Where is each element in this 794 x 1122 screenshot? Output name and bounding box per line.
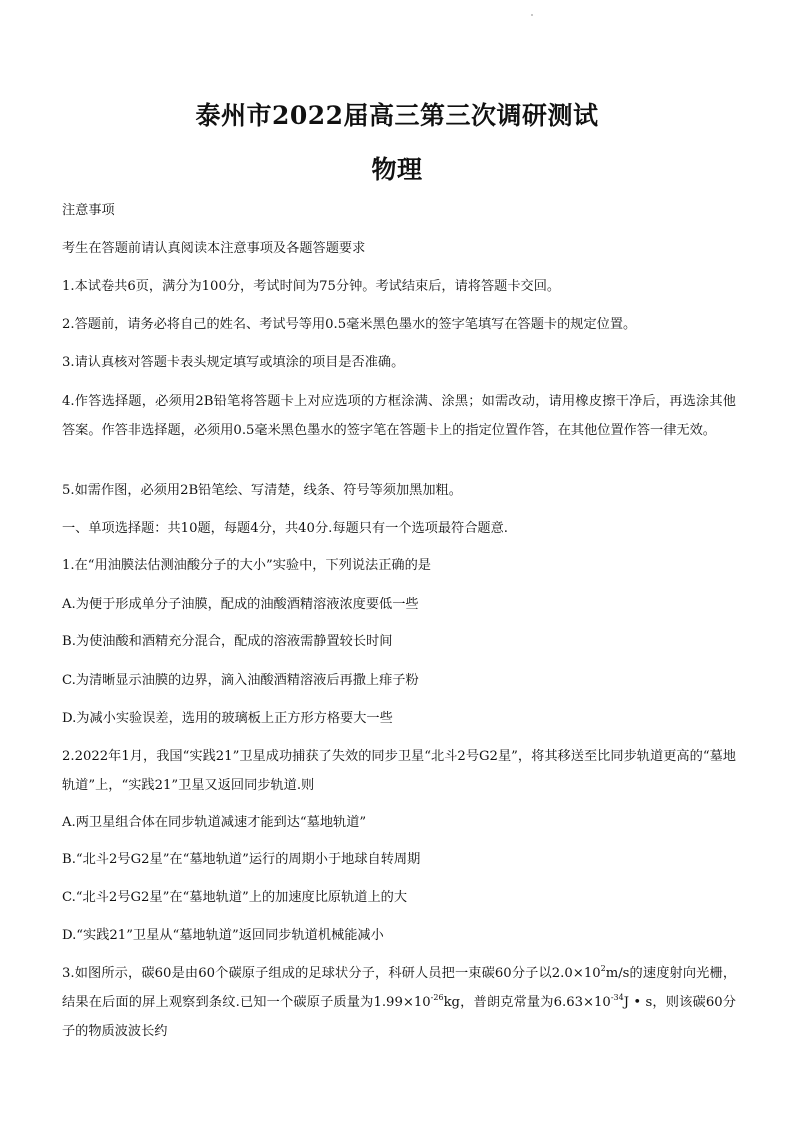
question-3-text-2: m/s的速度射向光栅，结果在后面的屏上观察到条纹.已知一个碳原子质量为1.99×10 xyxy=(62,966,737,1010)
question-3-exponent-1: 2 xyxy=(600,963,606,973)
question-2-option-d: D.“实践21”卫星从“墓地轨道”返回同步轨道机械能减小 xyxy=(62,928,384,943)
question-3-exponent-2: -26 xyxy=(430,992,444,1002)
question-3-text-4: J • s，则该碳60分子的物质波波长约 xyxy=(62,995,736,1039)
question-1-option-a: A.为便于形成单分子油膜，配成的油酸酒精溶液浓度要低一些 xyxy=(62,597,419,612)
notice-item-2: 2.答题前，请务必将自己的姓名、考试号等用0.5毫米黑色墨水的签字笔填写在答题卡的规定位置。 xyxy=(62,317,637,332)
notice-item-5: 5.如需作图，必须用2B铅笔绘、写清楚，线条、符号等须加黑加粗。 xyxy=(62,483,462,498)
subject-title: 物理 xyxy=(371,155,423,184)
question-2-option-c: C.“北斗2号G2星”在“墓地轨道”上的加速度比原轨道上的大 xyxy=(62,890,408,905)
question-1-stem: 1.在“用油膜法估测油酸分子的大小”实验中，下列说法正确的是 xyxy=(62,558,431,573)
section-heading: 一、单项选择题：共10题，每题4分，共40分.每题只有一个选项最符合题意. xyxy=(62,521,508,536)
question-1-option-b: B.为使油酸和酒精充分混合，配成的溶液需静置较长时间 xyxy=(62,634,393,649)
scan-dot xyxy=(531,14,533,16)
notice-item-4: 4.作答选择题，必须用2B铅笔将答题卡上对应选项的方框涂满、涂黑；如需改动，请用橡皮擦干净后，再选涂其他答案。作答非选择题，必须用0.5毫米黑色墨水的签字笔在答题卡上的指定位置作答，在其他位置作答一律无效。 xyxy=(62,394,736,438)
question-2-stem: 2.2022年1月，我国“实践21”卫星成功捕获了失效的同步卫星“北斗2号G2星”，将其移送至比同步轨道更高的“墓地轨道”上，“实践21”卫星又返回同步轨道.则 xyxy=(62,749,736,793)
question-3-text-3: kg，普朗克常量为6.63×10 xyxy=(443,995,611,1010)
question-3-stem xyxy=(62,959,736,1046)
notice-heading: 注意事项 xyxy=(62,203,115,218)
question-2-option-a: A.两卫星组合体在同步轨道减速才能到达“墓地轨道” xyxy=(62,815,367,830)
notice-item-1: 1.本试卷共6页，满分为100分，考试时间为75分钟。考试结束后，请将答题卡交回。 xyxy=(62,279,561,294)
notice-item-3: 3.请认真核对答题卡表头规定填写或填涂的项目是否准确。 xyxy=(62,355,405,370)
question-1-option-d: D.为减小实验误差，选用的玻璃板上正方形方格要大一些 xyxy=(62,711,393,726)
question-3-text-1: 3.如图所示，碳60是由60个碳原子组成的足球状分子，科研人员把一束碳60分子以2.0×10 xyxy=(62,966,601,981)
notice-intro: 考生在答题前请认真阅读本注意事项及各题答题要求 xyxy=(62,241,366,256)
question-3-exponent-3: -34 xyxy=(610,992,624,1002)
exam-title: 泰州市2022届高三第三次调研测试 xyxy=(195,101,599,130)
question-1-option-c: C.为清晰显示油膜的边界，滴入油酸酒精溶液后再撒上痱子粉 xyxy=(62,673,419,688)
question-2-option-b: B.“北斗2号G2星”在“墓地轨道”运行的周期小于地球自转周期 xyxy=(62,852,421,867)
